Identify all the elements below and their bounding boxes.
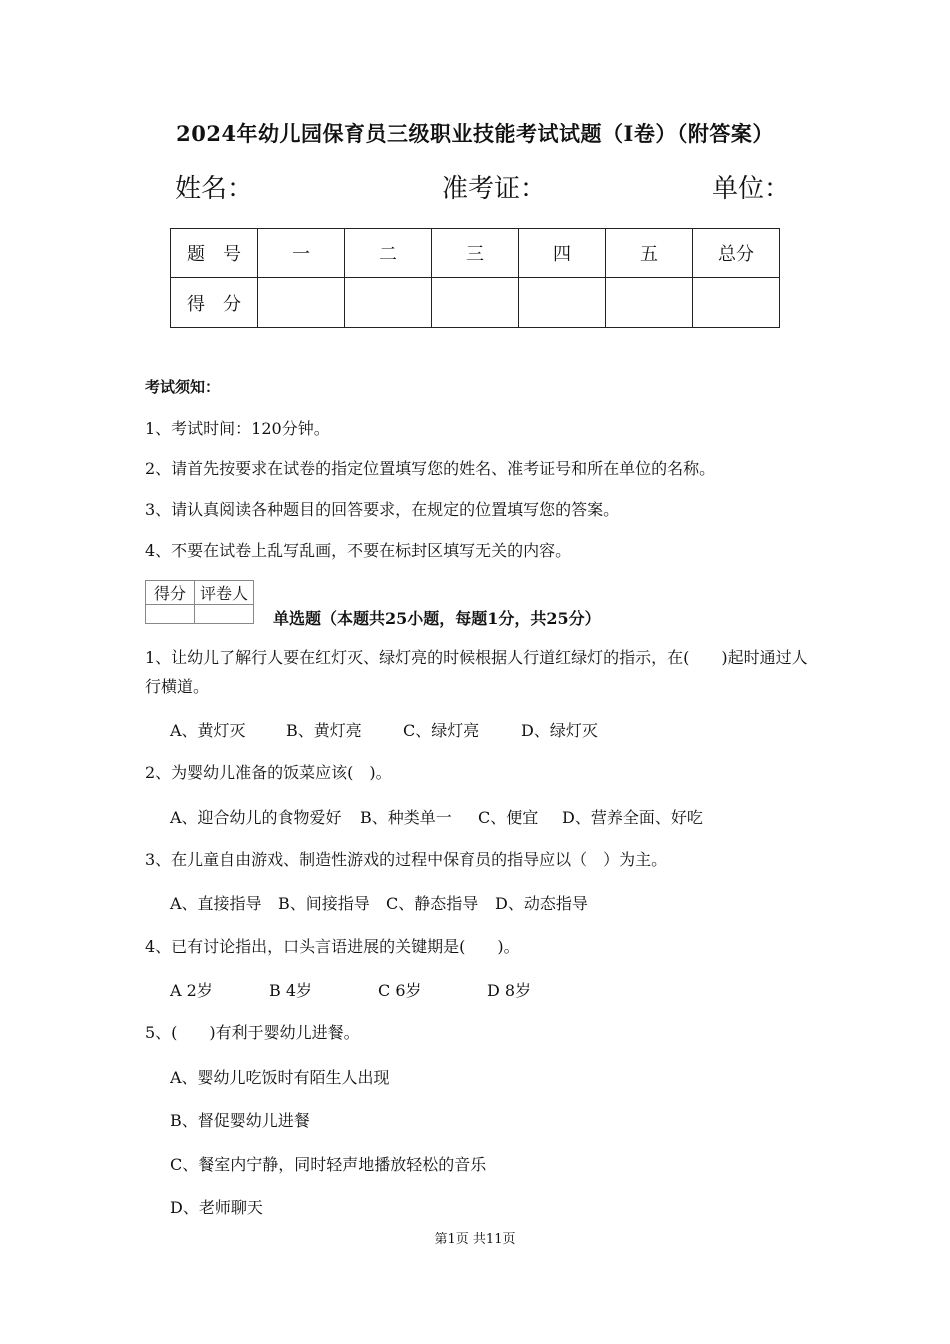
score-cell[interactable] (519, 278, 606, 328)
score-cell[interactable] (693, 278, 780, 328)
option[interactable]: B、督促婴幼儿进餐 (170, 1111, 310, 1130)
candidate-fields (0, 168, 950, 208)
score-header-cell: 五 (606, 229, 693, 278)
score-header-cell: 一 (258, 229, 345, 278)
page-footer: 第1页 共11页 (434, 1232, 516, 1247)
question-options (170, 718, 598, 741)
option[interactable]: A、迎合幼儿的食物爱好 (170, 808, 342, 827)
grader-box (145, 580, 254, 624)
notice-item: 1、考试时间：120分钟。 (145, 419, 330, 438)
score-table-header-row (171, 229, 780, 278)
score-cell[interactable] (432, 278, 519, 328)
option[interactable]: B、间接指导 (278, 894, 370, 913)
score-cell[interactable] (606, 278, 693, 328)
option[interactable]: C、餐室内宁静，同时轻声地播放轻松的音乐 (170, 1155, 487, 1174)
notice-item: 2、请首先按要求在试卷的指定位置填写您的姓名、准考证号和所在单位的名称。 (145, 459, 716, 478)
option[interactable]: B、种类单一 (360, 808, 452, 827)
option[interactable]: A、直接指导 (170, 894, 262, 913)
score-row-label: 得 分 (171, 278, 258, 328)
option[interactable]: A 2岁 (170, 981, 213, 1000)
score-cell[interactable] (258, 278, 345, 328)
document-title: 2024年幼儿园保育员三级职业技能考试试题（I卷）（附答案） (176, 121, 774, 146)
option[interactable]: D、动态指导 (495, 894, 588, 913)
score-header-cell: 总分 (693, 229, 780, 278)
unit-field-label: 单位： (712, 174, 791, 204)
option[interactable]: C、便宜 (478, 808, 539, 827)
grader-score-label: 得分 (146, 581, 195, 605)
option[interactable]: D、老师聊天 (170, 1198, 263, 1217)
grader-reviewer-label: 评卷人 (195, 581, 254, 605)
question-options (170, 891, 588, 914)
grader-score-cell[interactable] (146, 605, 195, 624)
option[interactable]: A、婴幼儿吃饭时有陌生人出现 (170, 1068, 390, 1087)
option[interactable]: C、静态指导 (386, 894, 479, 913)
score-header-cell: 题 号 (171, 229, 258, 278)
question-stem: 1、让幼儿了解行人要在红灯灭、绿灯亮的时候根据人行道红绿灯的指示，在( )起时通过人行横道。 (145, 648, 808, 696)
score-table (170, 228, 780, 328)
score-cell[interactable] (345, 278, 432, 328)
option[interactable]: A、黄灯灭 (170, 721, 246, 740)
grader-reviewer-cell[interactable] (195, 605, 254, 624)
option[interactable]: C、绿灯亮 (403, 721, 480, 740)
score-header-cell: 三 (432, 229, 519, 278)
option[interactable]: D、绿灯灭 (521, 721, 598, 740)
notice-heading: 考试须知： (145, 378, 221, 396)
option[interactable]: B、黄灯亮 (286, 721, 362, 740)
exam-number-field-label: 准考证： (442, 174, 547, 204)
score-table-score-row (171, 278, 780, 328)
score-header-cell: 二 (345, 229, 432, 278)
question-stem: 4、已有讨论指出，口头言语进展的关键期是( )。 (145, 937, 520, 956)
option[interactable]: B 4岁 (269, 981, 313, 1000)
score-header-cell: 四 (519, 229, 606, 278)
option[interactable]: D、营养全面、好吃 (562, 808, 703, 827)
option[interactable]: D 8岁 (487, 981, 532, 1000)
notice-item: 3、请认真阅读各种题目的回答要求，在规定的位置填写您的答案。 (145, 500, 620, 519)
question-options (170, 805, 703, 828)
name-field-label: 姓名： (175, 174, 254, 204)
question-stem: 3、在儿童自由游戏、制造性游戏的过程中保育员的指导应以（ ）为主。 (145, 850, 668, 869)
notice-item: 4、不要在试卷上乱写乱画，不要在标封区填写无关的内容。 (145, 541, 572, 560)
question-options (170, 978, 531, 1001)
section-heading: 单选题（本题共25小题，每题1分，共25分） (273, 609, 601, 628)
question-stem: 5、( )有利于婴幼儿进餐。 (145, 1023, 360, 1042)
question-stem: 2、为婴幼儿准备的饭菜应该( )。 (145, 763, 392, 782)
option[interactable]: C 6岁 (378, 981, 422, 1000)
